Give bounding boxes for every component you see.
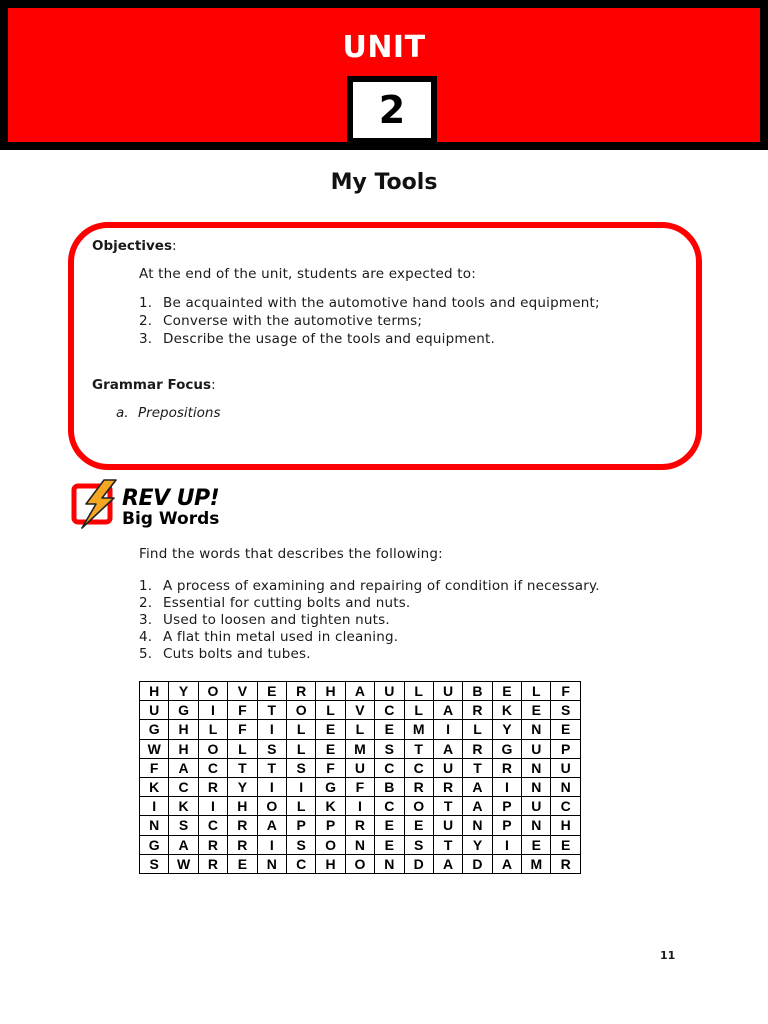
grid-cell: K	[316, 797, 345, 816]
grid-cell: E	[551, 835, 580, 854]
grid-cell: M	[522, 854, 551, 873]
grid-cell: S	[286, 758, 315, 777]
grid-cell: G	[140, 835, 169, 854]
grid-cell: T	[433, 835, 462, 854]
grid-cell: L	[228, 739, 257, 758]
grid-cell: A	[345, 682, 374, 701]
lightning-bolt-icon	[70, 478, 122, 530]
grid-cell: E	[492, 682, 521, 701]
grid-cell: L	[404, 701, 433, 720]
clue-item: 4. A flat thin metal used in cleaning.	[139, 629, 399, 645]
grid-cell: S	[286, 835, 315, 854]
grid-cell: M	[345, 739, 374, 758]
grid-row	[140, 854, 581, 873]
grid-cell: I	[257, 720, 286, 739]
grid-cell: L	[463, 720, 492, 739]
grid-cell: I	[492, 835, 521, 854]
grid-row	[140, 739, 581, 758]
grid-cell: E	[404, 816, 433, 835]
grid-cell: C	[404, 758, 433, 777]
grid-cell: O	[404, 797, 433, 816]
grid-cell: T	[228, 758, 257, 777]
page-number: 11	[660, 949, 676, 962]
grid-cell: V	[228, 682, 257, 701]
grid-cell: A	[169, 835, 198, 854]
grid-cell: E	[316, 739, 345, 758]
grid-cell: S	[375, 739, 404, 758]
grid-cell: L	[198, 720, 227, 739]
grid-row	[140, 720, 581, 739]
grid-cell: C	[169, 777, 198, 796]
grid-cell: C	[375, 701, 404, 720]
grid-cell: R	[463, 739, 492, 758]
grid-cell: H	[316, 682, 345, 701]
grid-cell: H	[169, 720, 198, 739]
clue-item: 3. Used to loosen and tighten nuts.	[139, 612, 390, 628]
grid-cell: R	[198, 835, 227, 854]
grid-cell: W	[140, 739, 169, 758]
grid-row	[140, 797, 581, 816]
grid-cell: A	[169, 758, 198, 777]
grid-cell: A	[433, 854, 462, 873]
grid-cell: E	[375, 816, 404, 835]
clue-item: 2. Essential for cutting bolts and nuts.	[139, 595, 411, 611]
grid-cell: P	[286, 816, 315, 835]
grid-cell: K	[169, 797, 198, 816]
word-search-grid	[139, 681, 581, 874]
grid-cell: R	[404, 777, 433, 796]
grid-cell: T	[257, 701, 286, 720]
grid-cell: K	[492, 701, 521, 720]
objectives-list	[139, 294, 600, 348]
grid-cell: R	[228, 816, 257, 835]
grid-cell: O	[345, 854, 374, 873]
grid-cell: F	[551, 682, 580, 701]
grid-cell: U	[433, 758, 462, 777]
grid-cell: E	[257, 682, 286, 701]
unit-number: 2	[353, 82, 431, 138]
grid-cell: I	[198, 797, 227, 816]
grid-cell: N	[551, 777, 580, 796]
grid-cell: U	[551, 758, 580, 777]
grid-cell: O	[316, 835, 345, 854]
grid-cell: L	[286, 720, 315, 739]
grid-cell: A	[463, 797, 492, 816]
unit-banner	[0, 0, 768, 150]
grid-cell: C	[375, 797, 404, 816]
grid-cell: E	[375, 835, 404, 854]
grid-cell: H	[140, 682, 169, 701]
grid-cell: R	[551, 854, 580, 873]
grid-cell: P	[492, 797, 521, 816]
grid-cell: F	[228, 701, 257, 720]
grid-cell: C	[198, 758, 227, 777]
grid-cell: Y	[492, 720, 521, 739]
grid-cell: E	[316, 720, 345, 739]
grid-cell: E	[551, 720, 580, 739]
grid-cell: N	[522, 816, 551, 835]
grid-cell: L	[286, 797, 315, 816]
grid-cell: U	[522, 797, 551, 816]
grid-cell: A	[492, 854, 521, 873]
grid-cell: L	[286, 739, 315, 758]
grid-cell: G	[140, 720, 169, 739]
grid-cell: L	[522, 682, 551, 701]
grid-cell: M	[404, 720, 433, 739]
grid-cell: R	[463, 701, 492, 720]
grid-cell: R	[198, 854, 227, 873]
grid-cell: I	[257, 777, 286, 796]
grid-cell: U	[433, 682, 462, 701]
grid-cell: N	[463, 816, 492, 835]
grid-cell: B	[463, 682, 492, 701]
grid-cell: R	[198, 777, 227, 796]
grid-cell: F	[228, 720, 257, 739]
grid-cell: I	[198, 701, 227, 720]
grid-cell: S	[257, 739, 286, 758]
grid-cell: C	[198, 816, 227, 835]
grid-cell: E	[522, 835, 551, 854]
grid-cell: H	[316, 854, 345, 873]
grid-cell: E	[375, 720, 404, 739]
grid-cell: P	[316, 816, 345, 835]
grid-cell: N	[345, 835, 374, 854]
revup-title: REV UP!	[122, 486, 220, 511]
clue-item: 5. Cuts bolts and tubes.	[139, 646, 311, 662]
grid-cell: T	[257, 758, 286, 777]
objective-item: 3. Describe the usage of the tools and equipment.	[139, 331, 495, 347]
objective-item: 2. Converse with the automotive terms;	[139, 313, 423, 329]
grid-cell: C	[551, 797, 580, 816]
unit-number-box	[347, 76, 437, 144]
grid-cell: A	[433, 739, 462, 758]
grid-cell: F	[345, 777, 374, 796]
grid-cell: S	[551, 701, 580, 720]
grid-cell: H	[551, 816, 580, 835]
grid-cell: H	[169, 739, 198, 758]
grid-cell: Y	[169, 682, 198, 701]
grid-cell: G	[316, 777, 345, 796]
grid-cell: I	[492, 777, 521, 796]
grid-cell: I	[286, 777, 315, 796]
grid-cell: G	[169, 701, 198, 720]
grid-cell: I	[433, 720, 462, 739]
grid-cell: N	[522, 758, 551, 777]
grid-cell: B	[375, 777, 404, 796]
grid-cell: S	[140, 854, 169, 873]
revup-subtitle: Big Words	[122, 509, 220, 529]
grid-cell: R	[286, 682, 315, 701]
grid-cell: I	[140, 797, 169, 816]
grid-cell: V	[345, 701, 374, 720]
clue-list	[139, 578, 600, 663]
grid-cell: A	[463, 777, 492, 796]
grid-cell: N	[140, 816, 169, 835]
grid-cell: D	[404, 854, 433, 873]
page-title: My Tools	[330, 170, 438, 195]
grid-cell: C	[375, 758, 404, 777]
grid-cell: R	[492, 758, 521, 777]
grammar-item: a. Prepositions	[116, 405, 221, 421]
grid-cell: L	[404, 682, 433, 701]
grid-cell: I	[345, 797, 374, 816]
grid-cell: Y	[228, 777, 257, 796]
grid-row	[140, 758, 581, 777]
grid-cell: F	[316, 758, 345, 777]
grid-cell: O	[198, 739, 227, 758]
grid-cell: S	[169, 816, 198, 835]
grid-cell: K	[140, 777, 169, 796]
grid-cell: W	[169, 854, 198, 873]
clue-item: 1. A process of examining and repairing of condition if necessary.	[139, 578, 600, 594]
grid-row	[140, 816, 581, 835]
grid-cell: N	[522, 777, 551, 796]
grid-cell: T	[404, 739, 433, 758]
grid-cell: S	[404, 835, 433, 854]
grid-cell: O	[257, 797, 286, 816]
grid-cell: L	[345, 720, 374, 739]
grid-cell: O	[286, 701, 315, 720]
objectives-heading: Objectives:	[92, 238, 177, 254]
grid-cell: T	[433, 797, 462, 816]
grid-cell: T	[463, 758, 492, 777]
grid-cell: R	[345, 816, 374, 835]
objectives-intro: At the end of the unit, students are expected to:	[139, 266, 477, 282]
grid-cell: N	[257, 854, 286, 873]
grid-cell: E	[228, 854, 257, 873]
grid-cell: U	[375, 682, 404, 701]
grid-cell: L	[316, 701, 345, 720]
grid-cell: Y	[463, 835, 492, 854]
grid-row	[140, 835, 581, 854]
objective-item: 1. Be acquainted with the automotive hand tools and equipment;	[139, 295, 600, 311]
grid-cell: D	[463, 854, 492, 873]
grid-cell: C	[286, 854, 315, 873]
grid-cell: U	[433, 816, 462, 835]
grid-cell: A	[433, 701, 462, 720]
grid-cell: O	[198, 682, 227, 701]
activity-instruction: Find the words that describes the following:	[139, 546, 443, 562]
grid-cell: G	[492, 739, 521, 758]
grid-cell: E	[522, 701, 551, 720]
grid-cell: U	[345, 758, 374, 777]
unit-label: UNIT	[342, 30, 426, 65]
grid-row	[140, 777, 581, 796]
grid-cell: A	[257, 816, 286, 835]
grid-cell: U	[140, 701, 169, 720]
grid-cell: R	[228, 835, 257, 854]
grid-cell: I	[257, 835, 286, 854]
grammar-label: Grammar Focus	[92, 377, 212, 393]
grid-cell: N	[522, 720, 551, 739]
objectives-label: Objectives	[92, 238, 172, 254]
grid-row	[140, 682, 581, 701]
grid-cell: P	[492, 816, 521, 835]
grid-cell: P	[551, 739, 580, 758]
grid-cell: N	[375, 854, 404, 873]
grid-cell: H	[228, 797, 257, 816]
grammar-heading: Grammar Focus:	[92, 377, 216, 393]
grid-cell: F	[140, 758, 169, 777]
grid-cell: R	[433, 777, 462, 796]
grid-cell: U	[522, 739, 551, 758]
grid-row	[140, 701, 581, 720]
